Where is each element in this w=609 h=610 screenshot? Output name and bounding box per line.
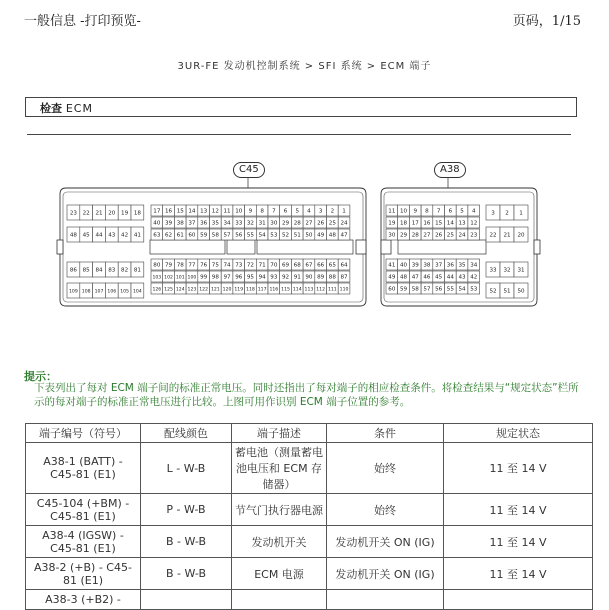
pin-number: 27 — [305, 220, 313, 227]
col-wire-color: 配线颜色 — [141, 424, 232, 443]
pin-number: 21 — [95, 210, 103, 217]
pin-number: 115 — [281, 287, 290, 293]
pin-number: 52 — [281, 232, 290, 239]
latch-tab — [381, 240, 391, 254]
pin-number: 13 — [200, 208, 208, 215]
pin-number: 11 — [388, 208, 396, 215]
pin-number: 96 — [235, 274, 243, 281]
table-row — [26, 526, 593, 558]
cell-wire-color: B - W-B — [141, 558, 232, 590]
pin-number: 36 — [200, 220, 208, 227]
pin-number: 116 — [269, 287, 279, 293]
pin-number: 67 — [305, 262, 313, 269]
pin-number: 106 — [107, 289, 117, 295]
hint-title: 提示： — [24, 370, 57, 383]
pin-number: 94 — [258, 274, 266, 281]
pin-number: 40 — [153, 220, 161, 227]
pin-number: 11 — [223, 208, 231, 215]
cell-terminal: A38-1 (BATT) - C45-81 (E1) — [26, 443, 141, 494]
pin-number: 53 — [470, 286, 478, 293]
pin-number: 86 — [69, 267, 77, 274]
pin-number: 8 — [260, 208, 264, 215]
pin-number: 85 — [82, 267, 90, 274]
pin-number: 30 — [270, 220, 278, 227]
pin-number: 2 — [330, 208, 335, 215]
pin-number: 89 — [317, 274, 325, 281]
pin-number: 91 — [293, 274, 301, 281]
pin-number: 42 — [470, 274, 478, 281]
breadcrumb: 3UR-FE 发动机控制系统 > SFI 系统 > ECM 端子 — [177, 61, 432, 72]
pin-number: 66 — [317, 262, 325, 269]
pin-number: 107 — [94, 289, 104, 295]
pin-number: 16 — [423, 220, 431, 227]
pin-number: 48 — [69, 232, 77, 239]
pin-number: 33 — [489, 267, 497, 274]
pin-number: 49 — [388, 274, 396, 281]
pin-number: 101 — [175, 275, 185, 281]
pin-number: 59 — [200, 232, 208, 239]
cell-wire-color: L - W-B — [141, 443, 232, 494]
latch-tab — [534, 240, 540, 254]
cell-description: 节气门执行器电源 — [232, 494, 327, 526]
pin-number: 8 — [425, 208, 429, 215]
pin-number: 72 — [246, 262, 255, 269]
pin-number: 18 — [133, 210, 141, 217]
pin-number: 62 — [164, 232, 173, 239]
pin-number: 54 — [258, 232, 266, 239]
pin-number: 45 — [82, 232, 90, 239]
pin-number: 37 — [188, 220, 196, 227]
pin-number: 57 — [423, 286, 431, 293]
pin-number: 121 — [210, 287, 220, 293]
pin-number: 15 — [435, 220, 443, 227]
pin-number: 65 — [328, 262, 336, 269]
pin-number: 63 — [153, 232, 161, 239]
pin-number: 29 — [399, 232, 408, 239]
pin-number: 16 — [164, 208, 173, 215]
key-slot — [398, 240, 486, 254]
pin-number: 35 — [458, 262, 466, 269]
pin-number: 64 — [340, 262, 348, 269]
cell-description: 蓄电池（测量蓄电池电压和 ECM 存储器） — [232, 443, 327, 494]
table-row — [26, 558, 593, 590]
pin-number: 42 — [121, 232, 129, 239]
pin-number: 79 — [164, 262, 173, 269]
pin-number: 43 — [458, 274, 466, 281]
key-slot — [150, 240, 225, 254]
pin-number: 28 — [411, 232, 419, 239]
pin-number: 26 — [317, 220, 325, 227]
pin-number: 111 — [327, 287, 337, 293]
pin-number: 99 — [200, 274, 208, 281]
pin-number: 1 — [519, 210, 523, 217]
key-slot — [257, 240, 353, 254]
pin-number: 50 — [517, 288, 525, 295]
pin-number: 105 — [120, 289, 129, 295]
table-row — [26, 443, 593, 494]
pin-number: 117 — [257, 287, 267, 293]
pin-number: 82 — [121, 267, 129, 274]
pin-number: 102 — [164, 275, 173, 281]
pin-number: 69 — [281, 262, 290, 269]
pin-number: 38 — [423, 262, 431, 269]
cell-spec: 11 至 14 V — [444, 494, 593, 526]
cell-condition: 始终 — [327, 443, 444, 494]
pin-number: 23 — [69, 210, 77, 217]
pin-number: 119 — [234, 287, 244, 293]
pin-number: 32 — [503, 267, 511, 274]
pin-number: 1 — [342, 208, 346, 215]
pin-number: 90 — [305, 274, 313, 281]
pin-number: 41 — [388, 262, 396, 269]
pin-number: 57 — [223, 232, 231, 239]
pin-number: 92 — [281, 274, 290, 281]
pin-number: 34 — [470, 262, 478, 269]
latch-tab — [356, 240, 366, 254]
pin-number: 80 — [153, 262, 161, 269]
pin-number: 54 — [458, 286, 466, 293]
pin-number: 31 — [258, 220, 266, 227]
pin-number: 28 — [293, 220, 301, 227]
key-slot — [227, 240, 255, 254]
pin-number: 26 — [435, 232, 443, 239]
pin-number: 109 — [69, 289, 78, 295]
pin-number: 32 — [246, 220, 255, 227]
pin-number: 59 — [399, 286, 408, 293]
pin-number: 84 — [95, 267, 103, 274]
section-title: 检查 ECM — [40, 102, 93, 115]
cell-description: ECM 电源 — [232, 558, 327, 590]
pin-number: 114 — [292, 287, 302, 293]
pin-number: 58 — [411, 286, 419, 293]
pin-number: 10 — [235, 208, 243, 215]
pin-number: 122 — [199, 287, 209, 293]
cell-condition: 发动机开关 ON (IG) — [327, 558, 444, 590]
pin-number: 40 — [399, 262, 408, 269]
pin-number: 47 — [340, 232, 348, 239]
pin-number: 103 — [152, 275, 162, 281]
pin-number: 33 — [235, 220, 243, 227]
pin-number: 5 — [295, 208, 300, 215]
pin-number: 113 — [304, 287, 314, 293]
pin-number: 44 — [95, 232, 103, 239]
pin-number: 51 — [293, 232, 301, 239]
pin-number: 50 — [305, 232, 313, 239]
pin-number: 7 — [272, 208, 276, 215]
pin-number: 97 — [223, 274, 231, 281]
pin-number: 48 — [399, 274, 408, 281]
pin-number: 4 — [471, 208, 476, 215]
pin-number: 55 — [246, 232, 255, 239]
pin-number: 9 — [248, 208, 253, 215]
pin-number: 60 — [188, 232, 196, 239]
pin-number: 47 — [411, 274, 419, 281]
pin-number: 56 — [235, 232, 243, 239]
pin-number: 77 — [188, 262, 196, 269]
pin-number: 71 — [258, 262, 266, 269]
pin-number: 17 — [411, 220, 419, 227]
pin-number: 12 — [211, 208, 219, 215]
section-suffix: ECM — [65, 102, 93, 115]
pin-number: 55 — [446, 286, 454, 293]
pin-number: 120 — [222, 287, 232, 293]
pin-number: 38 — [176, 220, 184, 227]
pin-number: 88 — [328, 274, 336, 281]
pin-number: 4 — [307, 208, 311, 215]
pin-number: 100 — [187, 275, 197, 281]
connector-label-c45: C45 — [233, 162, 265, 178]
col-spec: 规定状态 — [444, 424, 593, 443]
pin-number: 24 — [458, 232, 466, 239]
pin-number: 17 — [153, 208, 161, 215]
pin-number: 18 — [399, 220, 408, 227]
pin-number: 12 — [470, 220, 478, 227]
cell-spec: 11 至 14 V — [444, 443, 593, 494]
page-number: 页码，1/15 — [512, 14, 581, 29]
pin-number: 25 — [328, 220, 336, 227]
pin-number: 36 — [446, 262, 454, 269]
cell-terminal: A38-2 (+B) - C45-81 (E1) — [26, 558, 141, 590]
pin-number: 83 — [108, 267, 116, 274]
pin-number: 14 — [446, 220, 454, 227]
pin-number: 53 — [270, 232, 278, 239]
cell-terminal: A38-4 (IGSW) - C45-81 (E1) — [26, 526, 141, 558]
pin-number: 70 — [270, 262, 278, 269]
pin-number: 9 — [413, 208, 418, 215]
pin-number: 13 — [458, 220, 466, 227]
pin-number: 3 — [491, 210, 495, 217]
pin-number: 104 — [133, 289, 142, 295]
pin-number: 118 — [246, 287, 255, 293]
pin-number: 41 — [133, 232, 141, 239]
pin-number: 25 — [446, 232, 454, 239]
pin-number: 5 — [460, 208, 464, 215]
pin-number: 49 — [317, 232, 325, 239]
pin-number: 75 — [211, 262, 219, 269]
pin-number: 22 — [489, 232, 497, 239]
pin-number: 73 — [235, 262, 243, 269]
pin-number: 51 — [503, 288, 511, 295]
pin-number: 78 — [176, 262, 184, 269]
cell-terminal: C45-104 (+BM) - C45-81 (E1) — [26, 494, 141, 526]
pin-number: 95 — [246, 274, 255, 281]
pin-number: 6 — [448, 208, 453, 215]
hint-text: 下表列出了每对 ECM 端子间的标准正常电压。同时还指出了每对端子的相应检查条件。将检查结果与“规定状态”栏所示的每对端子的标准正常电压进行比较。上图可用作识别 ECM 端子位置的参考。 — [34, 382, 579, 408]
cell-spec: 11 至 14 V — [444, 558, 593, 590]
cell-condition: 发动机开关 ON (IG) — [327, 526, 444, 558]
pin-number: 44 — [446, 274, 454, 281]
pin-number: 35 — [211, 220, 219, 227]
pin-number: 39 — [411, 262, 419, 269]
cell-condition: 始终 — [327, 494, 444, 526]
pin-number: 46 — [423, 274, 431, 281]
pin-number: 22 — [82, 210, 90, 217]
pin-number: 30 — [388, 232, 396, 239]
pin-number: 39 — [164, 220, 173, 227]
pin-number: 20 — [517, 232, 525, 239]
table-header-row — [26, 424, 593, 443]
pin-number: 19 — [388, 220, 396, 227]
pin-number: 125 — [164, 287, 173, 293]
cell-spec: 11 至 14 V — [444, 526, 593, 558]
pin-number: 29 — [281, 220, 290, 227]
pin-number: 108 — [81, 289, 91, 295]
pin-number: 23 — [470, 232, 478, 239]
pin-number: 27 — [423, 232, 431, 239]
table-row — [26, 494, 593, 526]
pin-number: 19 — [121, 210, 129, 217]
pin-number: 37 — [435, 262, 443, 269]
pin-number: 21 — [503, 232, 511, 239]
pin-number: 52 — [489, 288, 497, 295]
col-terminal: 端子编号（符号） — [26, 424, 141, 443]
pin-number: 15 — [176, 208, 184, 215]
pin-number: 60 — [388, 286, 396, 293]
pin-number: 6 — [283, 208, 288, 215]
pin-number: 3 — [318, 208, 323, 215]
col-description: 端子描述 — [232, 424, 327, 443]
pin-number: 7 — [436, 208, 441, 215]
pin-number: 81 — [133, 267, 141, 274]
pin-number: 74 — [223, 262, 231, 269]
pin-number: 43 — [108, 232, 116, 239]
pin-number: 58 — [211, 232, 219, 239]
pin-number: 76 — [200, 262, 208, 269]
pin-number: 124 — [175, 287, 185, 293]
pin-number: 34 — [223, 220, 231, 227]
connector-label-a38: A38 — [434, 162, 466, 178]
latch-tab — [57, 240, 63, 254]
pin-number: 68 — [293, 262, 301, 269]
pin-number: 14 — [188, 208, 196, 215]
cell-terminal: A38-3 (+B2) - — [26, 590, 141, 610]
pin-number: 10 — [399, 208, 408, 215]
pin-number: 87 — [340, 274, 348, 281]
pin-number: 56 — [435, 286, 443, 293]
ecm-terminal-table — [25, 423, 593, 610]
pin-number: 2 — [505, 210, 509, 217]
pin-number: 45 — [435, 274, 443, 281]
cell-wire-color: P - W-B — [141, 494, 232, 526]
cell-description: 发动机开关 — [232, 526, 327, 558]
pin-number: 20 — [108, 210, 116, 217]
pin-number: 126 — [152, 287, 162, 293]
pin-number: 98 — [211, 274, 219, 281]
print-header-title: 一般信息 -打印预览- — [24, 14, 141, 29]
pin-number: 48 — [328, 232, 336, 239]
pin-number: 24 — [340, 220, 348, 227]
pin-number: 112 — [316, 287, 326, 293]
cell-wire-color: B - W-B — [141, 526, 232, 558]
pin-number: 123 — [187, 287, 197, 293]
pin-number: 61 — [176, 232, 184, 239]
pin-number: 31 — [517, 267, 525, 274]
col-condition: 条件 — [327, 424, 444, 443]
pin-number: 93 — [270, 274, 278, 281]
pin-number: 110 — [339, 287, 349, 293]
